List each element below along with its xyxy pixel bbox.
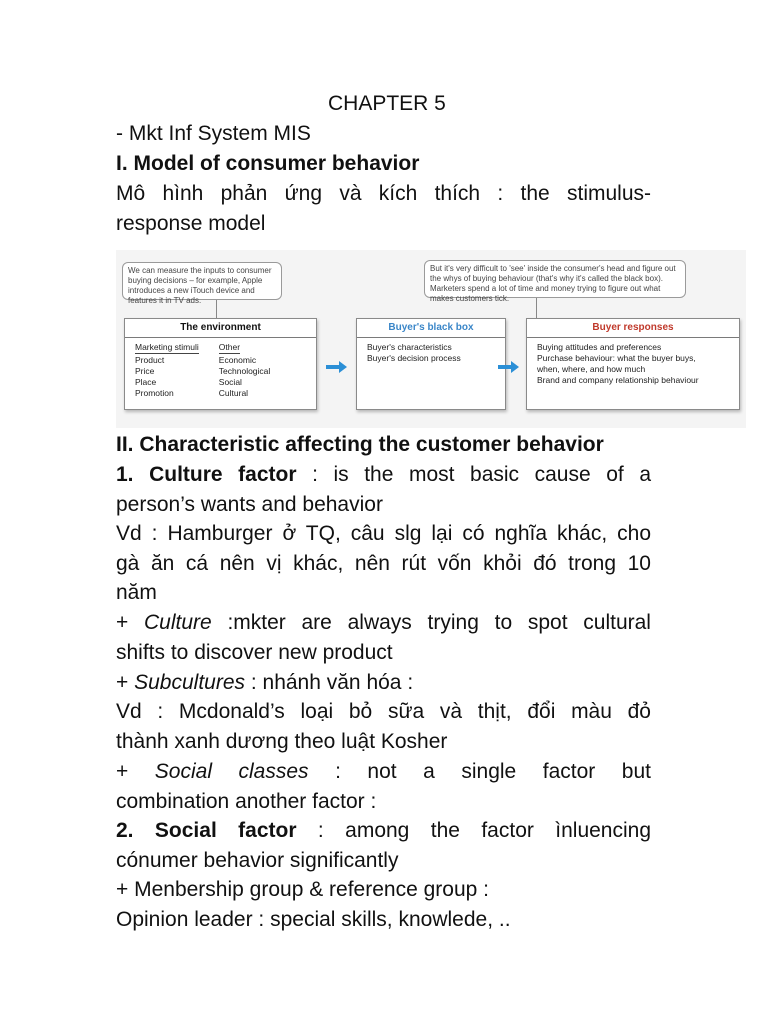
- black-box-title: Buyer's black box: [357, 319, 505, 338]
- response-item: when, where, and how much: [537, 364, 646, 374]
- example2-line2: thành xanh dương theo luật Kosher: [116, 730, 448, 753]
- marketing-stimuli-heading: Marketing stimuli: [135, 342, 199, 352]
- social-factor-text: : among the factor ìnluencing: [296, 819, 651, 842]
- environment-box: [124, 318, 317, 410]
- subcultures-word: Subcultures: [134, 671, 246, 694]
- culture-def-line2: shifts to discover new product: [116, 641, 393, 664]
- black-box: [356, 318, 506, 410]
- example1-line3: năm: [116, 581, 157, 604]
- stimuli-item: Promotion: [135, 388, 174, 398]
- stimuli-item: Product: [135, 355, 165, 365]
- sub-plus: +: [116, 671, 135, 694]
- culture-factor-text: : is the most basic cause of a: [296, 463, 651, 486]
- other-stimuli-heading: Other: [218, 342, 241, 352]
- opinion-leader-line: Opinion leader : special skills, knowlede, ..: [116, 908, 511, 931]
- subcultures-def: : nhánh văn hóa :: [245, 671, 414, 694]
- other-item: Cultural: [218, 388, 249, 398]
- social-plus: +: [116, 760, 155, 783]
- example1-line2: gà ăn cá nên vị khác, nên rút vốn khỏi đó trong 10: [116, 552, 651, 575]
- other-item: Social: [218, 377, 242, 387]
- section2-heading: II. Characteristic affecting the customer behavior: [116, 433, 604, 456]
- responses-title: Buyer responses: [527, 319, 739, 338]
- culture-plus: +: [116, 611, 144, 634]
- example1-line1: Vd : Hamburger ở TQ, câu slg lại có nghĩa khác, cho: [116, 522, 651, 545]
- section1-heading: I. Model of consumer behavior: [116, 152, 420, 175]
- social-classes-word: Social classes: [154, 760, 309, 783]
- stimulus-response-figure: [116, 250, 746, 428]
- section1-para-line1: Mô hình phản ứng và kích thích : the stimulus-: [116, 182, 651, 205]
- social-factor-line1: [116, 818, 651, 844]
- responses-box: [526, 318, 740, 410]
- response-item: Brand and company relationship behaviour: [537, 375, 699, 385]
- culture-factor-line2: person’s wants and behavior: [116, 493, 383, 516]
- culture-factor-label: 1. Culture factor: [116, 463, 297, 486]
- marketing-stimuli-column: [135, 342, 199, 399]
- culture-def-line1: [116, 610, 651, 636]
- note-right-connector: [536, 298, 537, 318]
- stimuli-item: Price: [135, 366, 155, 376]
- culture-word: Culture: [144, 611, 212, 634]
- figure-note-right: But it's very difficult to 'see' inside the consumer's head and figure out the whys of buying behaviour (that's why it's called the black box). Marketers spend a lot of time and money trying to figure out what makes customers tick.: [424, 260, 686, 298]
- subcultures-line: [116, 670, 651, 696]
- black-box-item: Buyer's characteristics: [367, 342, 452, 352]
- environment-title: The environment: [125, 319, 316, 338]
- social-classes-line2: combination another factor :: [116, 790, 377, 813]
- social-classes-def: : not a single factor but: [308, 760, 651, 783]
- arrow-right-icon: [498, 360, 520, 374]
- response-item: Purchase behaviour: what the buyer buys,: [537, 353, 696, 363]
- chapter-title: CHAPTER 5: [328, 92, 446, 115]
- culture-def-text: :mkter are always trying to spot cultural: [211, 611, 651, 634]
- mis-line: - Mkt Inf System MIS: [116, 122, 311, 145]
- social-factor-line2: cónumer behavior significantly: [116, 849, 399, 872]
- membership-group-line: + Menbership group & reference group :: [116, 878, 489, 901]
- other-item: Technological: [218, 366, 271, 376]
- other-item: Economic: [218, 355, 257, 365]
- social-factor-label: 2. Social factor: [116, 819, 297, 842]
- section1-para-line2: response model: [116, 212, 266, 235]
- culture-factor-line1: [116, 462, 651, 488]
- response-item: Buying attitudes and preferences: [537, 342, 662, 352]
- example2-line1: Vd : Mcdonald’s loại bỏ sữa và thịt, đổi màu đỏ: [116, 700, 651, 723]
- stimuli-item: Place: [135, 377, 157, 387]
- figure-note-left: We can measure the inputs to consumer buying decisions – for example, Apple introduces a new iTouch device and features it in TV ads.: [122, 262, 282, 300]
- social-classes-line1: [116, 759, 651, 785]
- black-box-item: Buyer's decision process: [367, 353, 461, 363]
- other-stimuli-column: [219, 342, 271, 399]
- note-left-connector: [216, 300, 217, 318]
- arrow-right-icon: [326, 360, 348, 374]
